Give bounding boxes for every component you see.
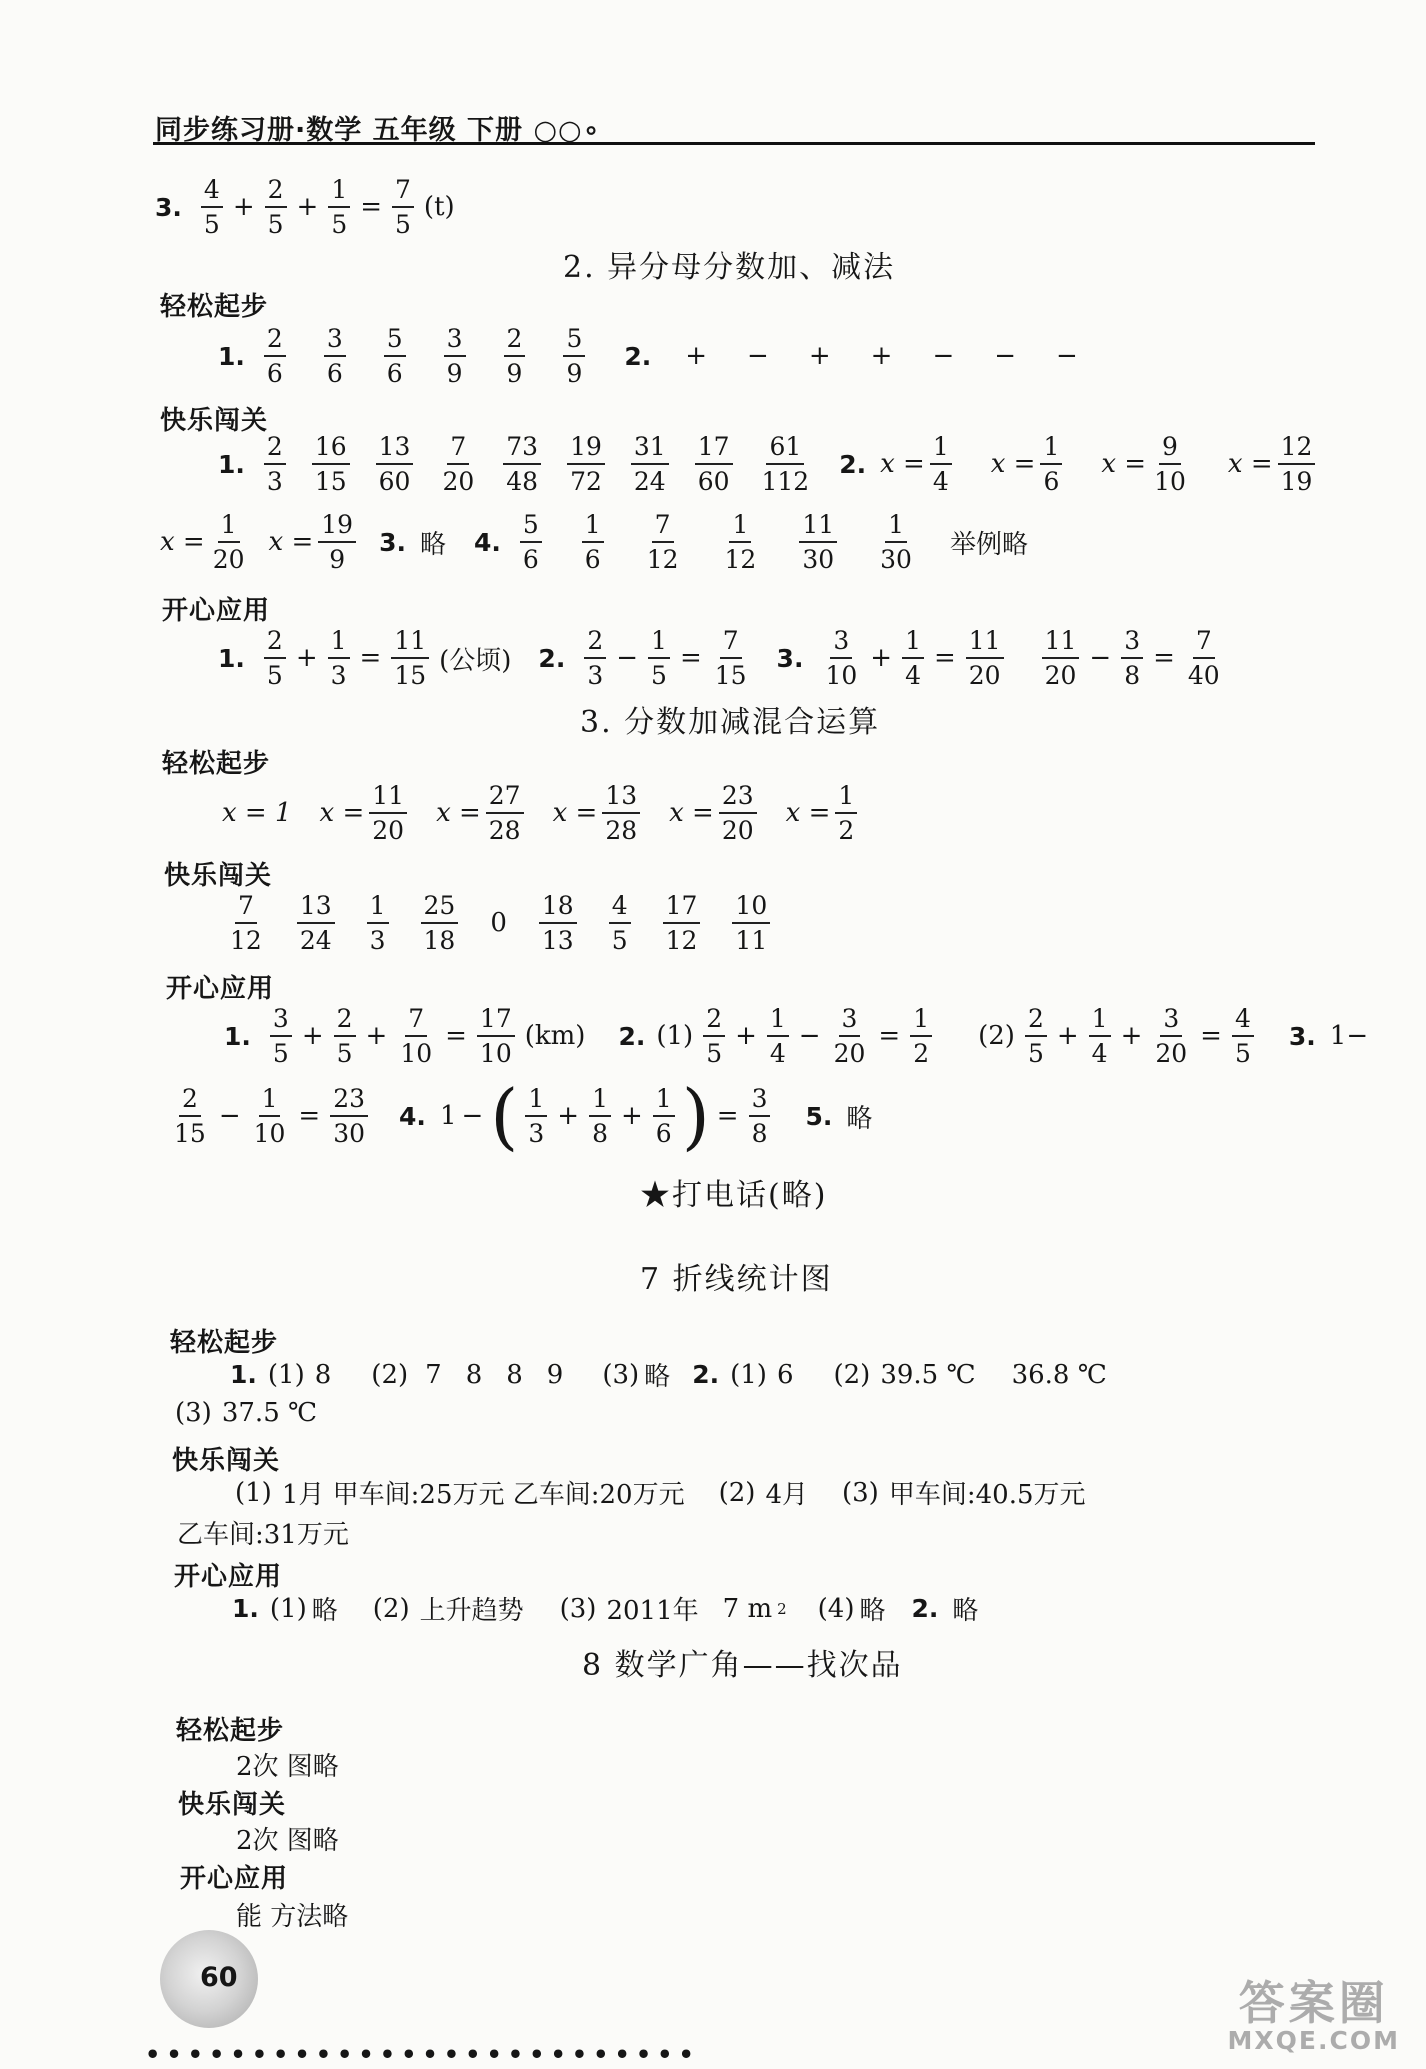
fraction: $\frac{1}{3}$ <box>328 628 350 688</box>
footer-dots: •••••••••••••••••••••••••• <box>145 2040 700 2069</box>
fraction: $\frac{17}{10}$ <box>477 1006 515 1066</box>
answer-line-2-happy-b: x = $\frac{1}{20}$ x = $\frac{19}{9}$ 3. 略 4. $\frac{5}{6}$ $\frac{1}{6}$ $\frac{7}{12}$ $\frac{1}{12}$ $\frac{11}{30}$ $\frac{1}{30}$ 举例略 <box>160 510 1028 574</box>
subsection-easy: 轻松起步 <box>170 1328 279 1358</box>
answer-line-2-fun: 1. $\frac{2}{5}$ + $\frac{1}{3}$ = $\frac{11}{15}$ (公顷) 2. $\frac{2}{3}$ − $\frac{1}{5}$ = $\frac{7}{15}$ 3. $\frac{3}{10}$ + $\frac{1}{4}$ = $\frac{11}{20}$ $\frac{11}{20}$ − $\frac{3}{8}$ = $\frac{7}{40}$ <box>218 628 1228 688</box>
fraction: $\frac{4}{5}$ <box>609 893 631 953</box>
subsection-easy: 轻松起步 <box>160 292 269 322</box>
answer-line-3-easy: x = 1 x = $\frac{11}{20}$ x = $\frac{27}{28}$ x = $\frac{13}{28}$ x = $\frac{23}{20}$ x = $\frac{1}{2}$ <box>222 783 862 843</box>
fraction: $\frac{3}{20}$ <box>833 1004 866 1068</box>
fraction: $\frac{5}{6}$ <box>384 326 406 386</box>
subsection-easy: 轻松起步 <box>176 1716 285 1746</box>
fraction: $\frac{13}{28}$ <box>602 783 640 843</box>
fraction: $\frac{1}{6}$ <box>1040 434 1062 494</box>
fraction: $\frac{2}{5}$ <box>264 628 286 688</box>
fraction: $\frac{7}{10}$ <box>400 1004 433 1068</box>
fraction: $\frac{23}{20}$ <box>719 783 757 843</box>
fraction: $\frac{3}{6}$ <box>324 326 346 386</box>
answer-line-7-fun: 1. (1) 略 (2) 上升趋势 (3) 2011年 7 m 2 (4) 略 2. 略 <box>232 1593 979 1626</box>
fraction: $\frac{3}{8}$ <box>1121 628 1143 688</box>
fraction: $\frac{1}{6}$ <box>582 512 604 572</box>
subsection-easy: 轻松起步 <box>162 749 271 779</box>
fraction: $\frac{19}{72}$ <box>567 434 605 494</box>
fraction: $\frac{73}{48}$ <box>503 434 541 494</box>
fraction: $\frac{10}{11}$ <box>732 893 770 953</box>
fraction: $\frac{16}{15}$ <box>312 434 350 494</box>
fraction: $\frac{3}{8}$ <box>749 1086 771 1146</box>
subsection-happy: 快乐闯关 <box>172 1446 281 1476</box>
fraction: $\frac{7}{15}$ <box>714 626 747 690</box>
fraction: $\frac{3}{5}$ <box>270 1006 292 1066</box>
subsection-fun: 开心应用 <box>174 1562 283 1592</box>
fraction: $\frac{61}{112}$ <box>761 432 810 496</box>
fraction: $\frac{7}{12}$ <box>230 891 262 955</box>
fraction: $\frac{1}{4}$ <box>767 1006 789 1066</box>
subsection-fun: 开心应用 <box>166 974 275 1004</box>
fraction: $\frac{23}{30}$ <box>330 1086 368 1146</box>
fraction: $\frac{1}{4}$ <box>1089 1006 1111 1066</box>
header-rule <box>153 142 1315 145</box>
fraction: $\frac{7}{20}$ <box>442 432 475 496</box>
fraction: $\frac{1}{6}$ <box>653 1086 675 1146</box>
fraction: $\frac{1}{3}$ <box>525 1086 547 1146</box>
fraction: $\frac{13}{24}$ <box>297 893 335 953</box>
fraction: $\frac{7}{40}$ <box>1187 626 1220 690</box>
fraction: $\frac{7}{12}$ <box>646 510 679 574</box>
fraction: $\frac{2}{5}$ <box>265 177 287 237</box>
fraction: $\frac{17}{60}$ <box>695 434 733 494</box>
fraction: $\frac{4}{5}$ <box>201 177 223 237</box>
fraction: $\frac{1}{10}$ <box>253 1084 286 1148</box>
site-watermark: 答案圈 MXQE.COM <box>1227 1976 1400 2055</box>
answer-line-2-happy-a: 1. $\frac{2}{3}$ $\frac{16}{15}$ $\frac{13}{60}$ $\frac{7}{20}$ $\frac{73}{48}$ $\frac{19}{72}$ $\frac{31}{24}$ $\frac{17}{60}$ $\frac{61}{112}$ 2. x = $\frac{1}{4}$ x = $\frac{1}{6}$ x = $\frac{9}{10}$ x = $\frac{12}{19}$ <box>218 434 1320 494</box>
answer-line-3-fun-b: $\frac{2}{15}$ − $\frac{1}{10}$ = $\frac{23}{30}$ 4. 1 − ( $\frac{1}{3}$ + $\frac{1}{8}$ + $\frac{1}{6}$ ) = $\frac{3}{8}$ 5. 略 <box>166 1080 872 1152</box>
section-title-phone: ★打电话(略) <box>640 1178 828 1213</box>
fraction: $\frac{2}{5}$ <box>703 1006 725 1066</box>
page-number: 60 <box>200 1962 238 1993</box>
page-header: 同步练习册·数学 五年级 下册 ○○∘ <box>155 115 601 146</box>
fraction: $\frac{7}{5}$ <box>392 177 414 237</box>
fraction: $\frac{13}{60}$ <box>376 434 414 494</box>
fraction: $\frac{1}{8}$ <box>589 1086 611 1146</box>
section-title-3: 3. 分数加减混合运算 <box>580 705 881 740</box>
fraction: $\frac{2}{5}$ <box>1025 1006 1047 1066</box>
fraction: $\frac{11}{20}$ <box>1042 628 1080 688</box>
fraction: $\frac{31}{24}$ <box>631 434 669 494</box>
answer-line-7-happy-b: 乙车间:31万元 <box>177 1520 349 1550</box>
fraction: $\frac{2}{3}$ <box>584 628 606 688</box>
fraction: $\frac{2}{9}$ <box>504 326 526 386</box>
fraction: $\frac{3}{9}$ <box>444 326 466 386</box>
fraction: $\frac{1}{4}$ <box>930 434 952 494</box>
fraction: $\frac{1}{3}$ <box>367 893 389 953</box>
subsection-happy: 快乐闯关 <box>164 861 273 891</box>
fraction: $\frac{2}{6}$ <box>264 326 286 386</box>
answer-line-prev-3: 3. $\frac{4}{5}$ + $\frac{2}{5}$ + $\frac{1}{5}$ = $\frac{7}{5}$ (t) <box>155 175 455 239</box>
answer-line-3-fun-a: 1. $\frac{3}{5}$ + $\frac{2}{5}$ + $\frac{7}{10}$ = $\frac{17}{10}$ (km) 2. (1) $\frac{2}{5}$ + $\frac{1}{4}$ − $\frac{3}{20}$ = $\frac{1}{2}$ (2) $\frac{2}{5}$ + $\frac{1}{4}$ + $\frac{3}{20}$ = $\frac{4}{5}$ 3. 1− <box>224 1004 1369 1068</box>
fraction: $\frac{2}{5}$ <box>334 1006 356 1066</box>
fraction: $\frac{3}{10}$ <box>825 626 858 690</box>
subsection-fun: 开心应用 <box>162 596 271 626</box>
fraction: $\frac{11}{30}$ <box>799 512 837 572</box>
section-title-7: 7 折线统计图 <box>640 1262 833 1297</box>
fraction: $\frac{11}{20}$ <box>966 628 1004 688</box>
fraction: $\frac{1}{20}$ <box>212 510 245 574</box>
fraction: $\frac{1}{30}$ <box>880 510 912 574</box>
fraction: $\frac{18}{13}$ <box>539 893 577 953</box>
fraction: $\frac{11}{15}$ <box>391 628 429 688</box>
item-number: 3. <box>155 192 182 222</box>
subsection-fun: 开心应用 <box>180 1864 289 1894</box>
answer-line-8-happy: 2次 图略 <box>236 1826 339 1856</box>
fraction: $\frac{11}{20}$ <box>369 783 407 843</box>
fraction: $\frac{2}{15}$ <box>174 1084 206 1148</box>
fraction: $\frac{19}{9}$ <box>318 512 356 572</box>
answer-line-7-easy-a: 1. (1) 8 (2) 7 8 8 9 (3) 略 2. (1) 6 (2) 39.5 ℃ 36.8 ℃ <box>230 1359 1107 1392</box>
fraction: $\frac{27}{28}$ <box>486 783 524 843</box>
section-title-8: 8 数学广角——找次品 <box>582 1648 903 1683</box>
fraction: $\frac{4}{5}$ <box>1232 1006 1254 1066</box>
answer-line-7-easy-b: (3) 37.5 ℃ <box>175 1398 318 1428</box>
answer-line-2-easy: 1. $\frac{2}{6}$ $\frac{3}{6}$ $\frac{5}{6}$ $\frac{3}{9}$ $\frac{2}{9}$ $\frac{5}{9}$ 2. + − + + − − − <box>218 324 1078 388</box>
fraction: $\frac{1}{2}$ <box>910 1006 932 1066</box>
section-title-2: 2. 异分母分数加、减法 <box>563 250 896 285</box>
answer-line-7-happy-a: (1) 1月 甲车间:25万元 乙车间:20万元 (2) 4月 (3) 甲车间:40.5万元 <box>235 1477 1086 1510</box>
fraction: $\frac{1}{12}$ <box>724 510 757 574</box>
fraction: $\frac{9}{10}$ <box>1154 432 1186 496</box>
fraction: $\frac{12}{19}$ <box>1278 434 1316 494</box>
fraction: $\frac{5}{9}$ <box>563 326 585 386</box>
fraction: $\frac{17}{12}$ <box>663 893 701 953</box>
fraction: $\frac{1}{5}$ <box>648 628 670 688</box>
answer-line-8-fun: 能 方法略 <box>236 1902 349 1932</box>
fraction: $\frac{5}{6}$ <box>520 512 542 572</box>
subsection-happy: 快乐闯关 <box>178 1790 287 1820</box>
fraction: $\frac{1}{5}$ <box>328 177 350 237</box>
subsection-happy: 快乐闯关 <box>160 406 269 436</box>
fraction: $\frac{2}{3}$ <box>264 434 286 494</box>
fraction: $\frac{25}{18}$ <box>421 893 459 953</box>
fraction: $\frac{3}{20}$ <box>1155 1004 1188 1068</box>
fraction: $\frac{1}{4}$ <box>902 628 924 688</box>
fraction: $\frac{1}{2}$ <box>835 783 857 843</box>
answer-line-8-easy: 2次 图略 <box>236 1752 339 1782</box>
answer-line-3-happy: $\frac{7}{12}$ $\frac{13}{24}$ $\frac{1}{3}$ $\frac{25}{18}$ 0 $\frac{18}{13}$ $\frac{4}{5}$ $\frac{17}{12}$ $\frac{10}{11}$ <box>222 893 775 953</box>
